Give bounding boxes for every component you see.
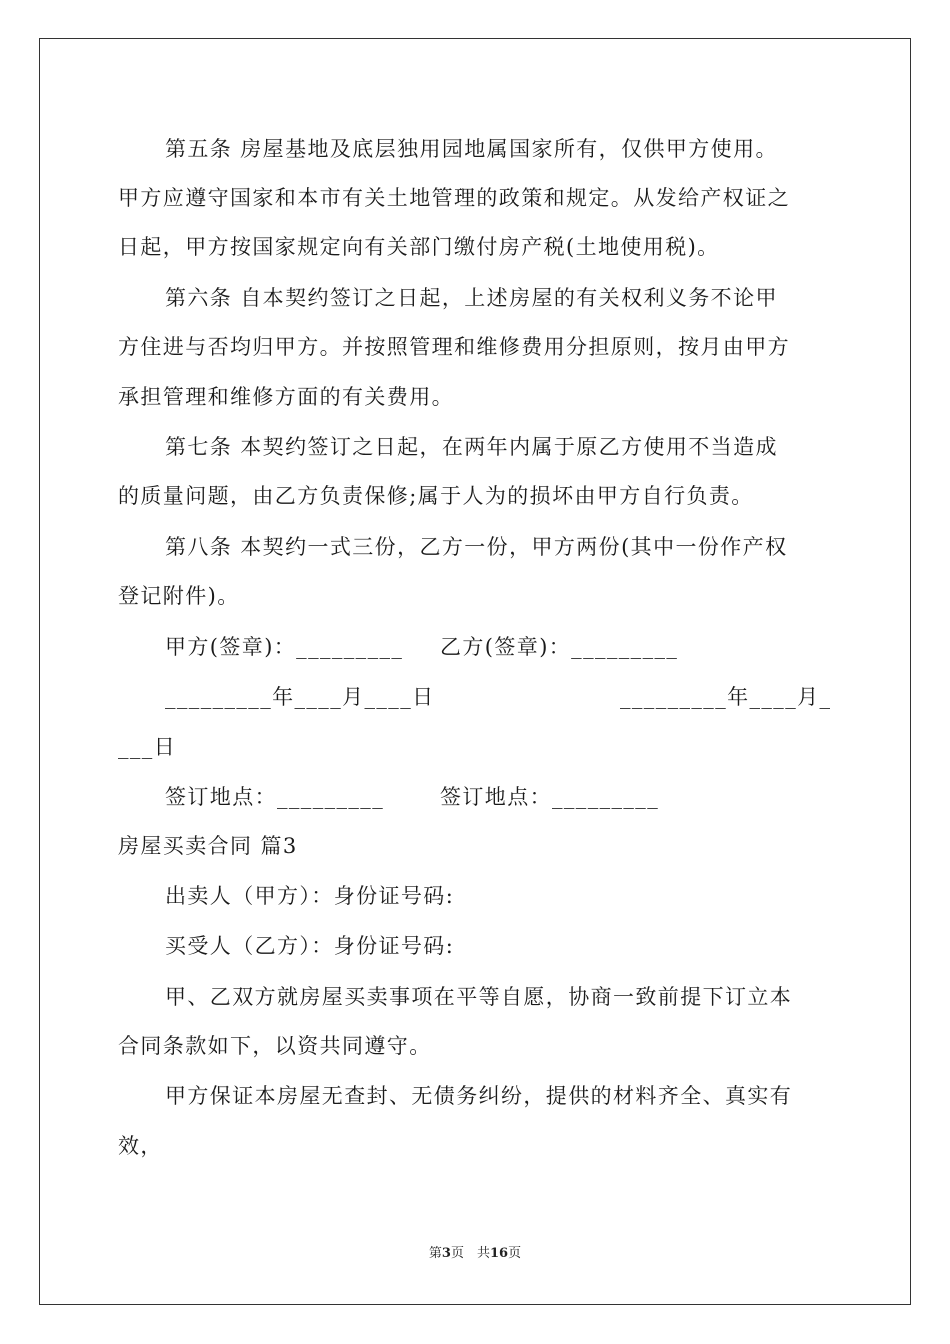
paragraph-line: 第八条 本契约一式三份，乙方一份，甲方两份(其中一份作产权 — [165, 535, 788, 559]
party-a-date: _________年____月____日 — [165, 685, 435, 709]
paragraph-line: 效， — [118, 1134, 163, 1158]
footer-prefix: 第 — [428, 1246, 442, 1261]
section-title: 房屋买卖合同 篇3 — [118, 834, 298, 858]
page-footer — [0, 1246, 950, 1262]
paragraph-line: 合同条款如下，以资共同遵守。 — [118, 1034, 432, 1058]
party-b-signing-place: 签订地点：_________ — [440, 785, 660, 809]
footer-middle: 页 共 — [450, 1246, 490, 1261]
paragraph-line: 甲方保证本房屋无查封、无债务纠纷，提供的材料齐全、真实有 — [165, 1084, 793, 1108]
footer-suffix: 页 — [508, 1246, 522, 1261]
party-b-date-continued: ___日 — [118, 735, 177, 759]
paragraph-line: 第七条 本契约签订之日起，在两年内属于原乙方使用不当造成 — [165, 435, 778, 459]
paragraph-line: 方住进与否均归甲方。并按照管理和维修费用分担原则，按月由甲方 — [118, 335, 790, 359]
buyer-line: 买受人（乙方）：身份证号码: — [165, 934, 455, 958]
paragraph-line: 的质量问题，由乙方负责保修;属于人为的损坏由甲方自行负责。 — [118, 484, 754, 508]
party-b-date: _________年____月_ — [620, 685, 832, 709]
paragraph-line: 日起，甲方按国家规定向有关部门缴付房产税(土地使用税)。 — [118, 235, 720, 259]
paragraph-line: 甲、乙双方就房屋买卖事项在平等自愿，协商一致前提下订立本 — [165, 985, 793, 1009]
paragraph-line: 登记附件)。 — [118, 584, 240, 608]
seller-line: 出卖人（甲方）：身份证号码: — [165, 884, 455, 908]
party-a-signature: 甲方(签章)：_________ — [165, 635, 404, 659]
page-border — [39, 38, 911, 1305]
total-page-number: 16 — [489, 1246, 509, 1261]
paragraph-line: 第五条 房屋基地及底层独用园地属国家所有，仅供甲方使用。 — [165, 137, 778, 161]
party-b-signature: 乙方(签章)：_________ — [440, 635, 679, 659]
paragraph-line: 第六条 自本契约签订之日起，上述房屋的有关权利义务不论甲 — [165, 286, 778, 310]
paragraph-line: 承担管理和维修方面的有关费用。 — [118, 385, 454, 409]
paragraph-line: 甲方应遵守国家和本市有关土地管理的政策和规定。从发给产权证之 — [118, 186, 790, 210]
current-page-number: 3 — [441, 1246, 451, 1261]
party-a-signing-place: 签订地点：_________ — [165, 785, 385, 809]
